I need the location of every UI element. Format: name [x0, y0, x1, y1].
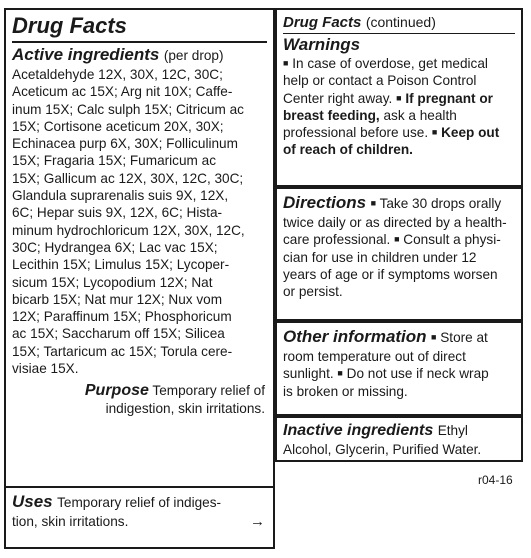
bullet-icon: ■ — [431, 127, 438, 138]
directions-heading: Directions — [283, 193, 367, 212]
inactive-ingredients-panel — [275, 416, 523, 462]
purpose-text-2: indigestion, skin irritations. — [105, 401, 265, 417]
other-information-heading: Other information — [283, 327, 427, 346]
warnings-text: ■ In case of overdose, get medical help or contact a Poison Control Center right away. ■ If pregnant or breast feeding, ask a health professional before use. ■ Keep out of reach of children. — [283, 56, 500, 158]
active-ingredient-line: Echinacea purp 6X, 30X; Folliculinum — [12, 136, 238, 152]
active-ingredient-line: visiae 15X. — [12, 361, 79, 377]
purpose-block — [12, 382, 267, 417]
active-ingredient-line: Lecithin 15X; Limulus 15X; Lycoper- — [12, 257, 230, 273]
uses-heading: Uses — [12, 492, 53, 511]
active-ingredient-line: Aceticum ac 15X; Arg nit 10X; Caffe- — [12, 84, 233, 100]
bullet-icon: ■ — [370, 198, 377, 208]
active-ingredient-line: bicarb 15X; Nat mur 12X; Nux vom — [12, 291, 223, 307]
active-ingredient-line: 30C; Hydrangea 6X; Lac vac 15X; — [12, 239, 218, 255]
label-code: r04-16 — [478, 473, 513, 487]
active-ingredient-line: 6C; Hepar suis 9X, 12X, 6C; Hista- — [12, 205, 223, 221]
bullet-icon: ■ — [283, 58, 289, 68]
directions-text: twice daily or as directed by a health- care professional. ■ Consult a physi- cian for use in children under 12 years of age or if symptoms worsen or persist. — [283, 215, 507, 300]
inactive-ingredients-text-1: Ethyl — [437, 423, 468, 438]
title-rule — [12, 41, 267, 43]
continued-title: Drug Facts — [283, 14, 362, 31]
active-ingredient-line: 15X; Fragaria 15X; Fumaricum ac — [12, 153, 216, 169]
drug-facts-title: Drug Facts — [12, 13, 127, 38]
warnings-heading: Warnings — [283, 35, 361, 54]
continued-arrow-icon: → — [250, 513, 265, 530]
purpose-text-1: Temporary relief of — [152, 383, 265, 399]
active-ingredient-line: sicum 15X; Lycopodium 12X; Nat — [12, 274, 213, 290]
continued-note: (continued) — [365, 14, 436, 30]
bullet-icon: ■ — [396, 92, 402, 103]
drug-facts-continued-panel — [275, 8, 523, 187]
uses-text-1: Temporary relief of indiges- — [57, 495, 222, 510]
bullet-icon: ■ — [337, 368, 343, 379]
purpose-heading: Purpose — [84, 382, 149, 400]
active-ingredient-line: inum 15X; Calc sulph 15X; Citricum ac — [12, 101, 244, 117]
active-ingredients-list — [12, 66, 267, 377]
active-ingredient-line: 12X; Paraffinum 15X; Phosphoricum — [12, 309, 232, 325]
active-ingredient-line: ac 15X; Saccharum off 15X; Silicea — [12, 326, 225, 342]
uses-rule — [6, 486, 273, 488]
drug-facts-left-panel — [4, 8, 275, 549]
active-ingredients-heading: Active ingredients (per drop) — [12, 45, 224, 64]
active-ingredient-line: 15X; Cortisone aceticum 20X, 30X; — [12, 118, 224, 134]
active-ingredient-line: Glandula suprarenalis suis 9X, 12X, — [12, 188, 229, 204]
active-ingredient-line: Acetaldehyde 12X, 30X, 12C, 30C; — [12, 67, 223, 82]
inactive-ingredients-text-2: Alcohol, Glycerin, Purified Water. — [283, 442, 482, 457]
inactive-ingredients-heading: Inactive ingredients — [283, 422, 434, 439]
directions-panel: Directions ■ Take 30 drops orally twice daily or as directed by a health- care professional. ■ Consult a physi- cian for use in children under 12 years of age or if symptoms worsen or persist. — [275, 187, 523, 321]
uses-text-2: tion, skin irritations. — [12, 514, 129, 529]
active-ingredient-line: 15X; Tartaricum ac 15X; Torula cere- — [12, 343, 233, 359]
bullet-icon: ■ — [431, 332, 437, 342]
uses-block — [12, 492, 267, 530]
other-information-text: room temperature out of direct sunlight. ■ Do not use if neck wrap is broken or missing. — [283, 349, 489, 399]
active-ingredient-line: 15X; Gallicum ac 12X, 30X, 12C, 30C; — [12, 170, 244, 186]
active-ingredient-line: minum hydrochloricum 12X, 30X, 12C, — [12, 222, 245, 238]
other-information-panel: Other information ■ Store at room temperature out of direct sunlight. ■ Do not use if neck wrap is broken or missing. — [275, 321, 523, 416]
bullet-icon: ■ — [394, 234, 400, 245]
